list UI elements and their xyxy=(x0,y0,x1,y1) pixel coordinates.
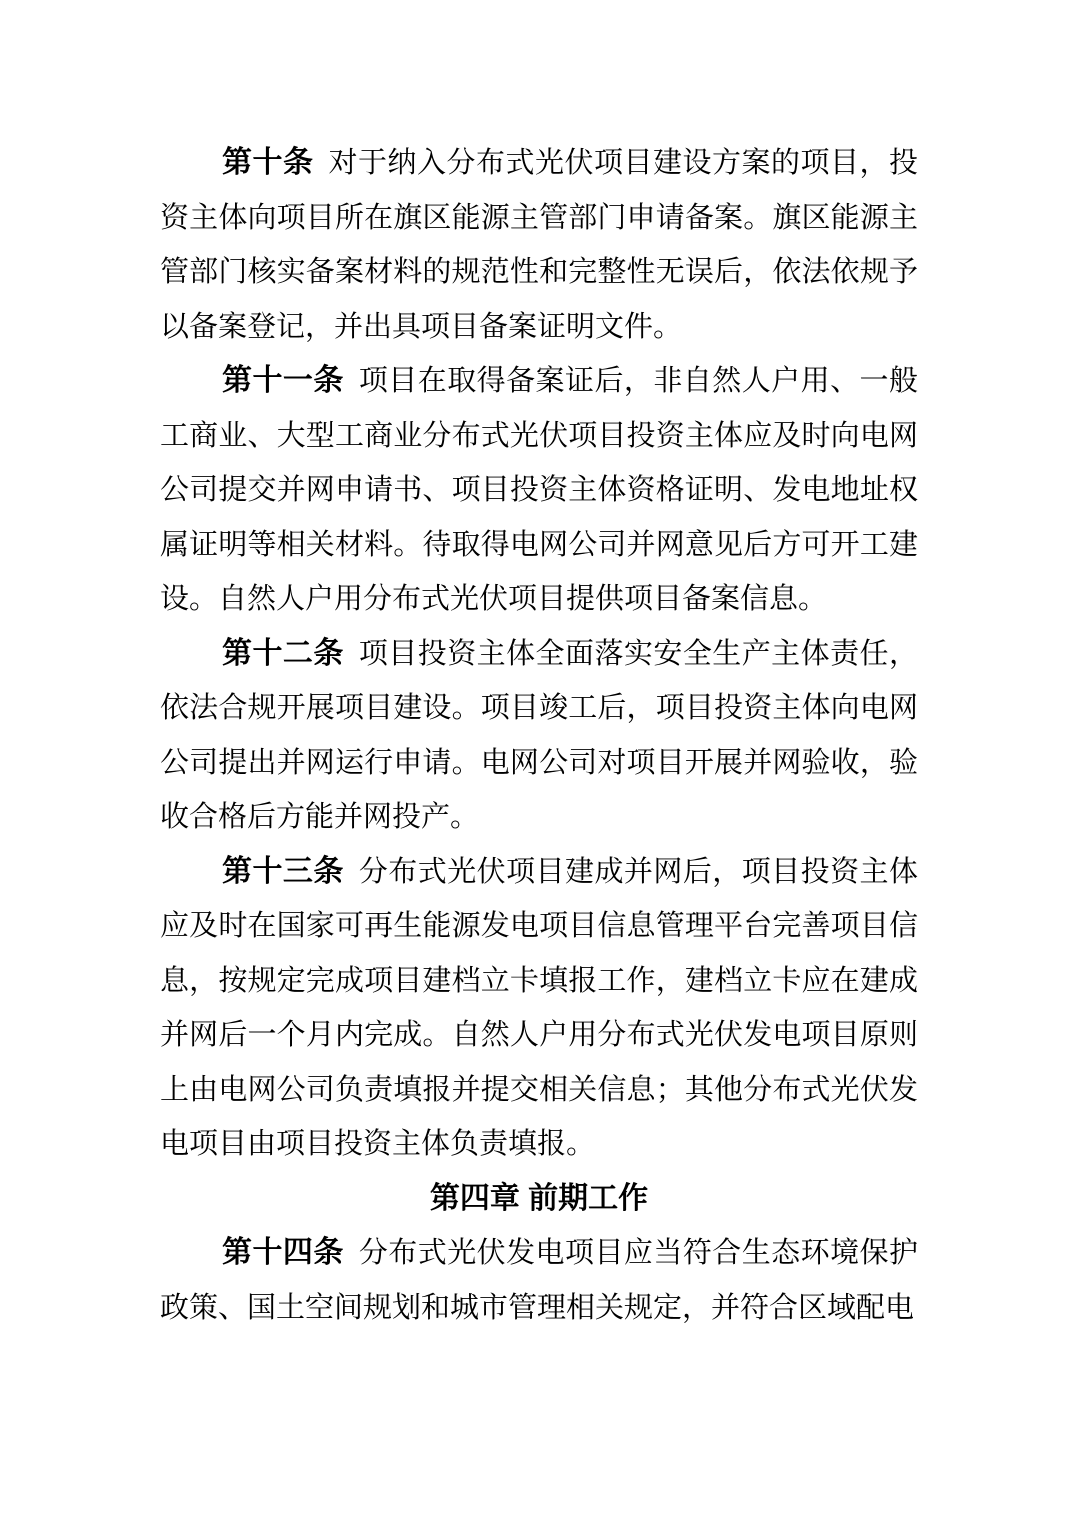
article-10-text: 对于纳入分布式光伏项目建设方案的项目，投资主体向项目所在旗区能源主管部门申请备案。旗区能源主管部门核实备案材料的规范性和完整性无误后，依法依规予以备案登记，并出具项目备案证明文件。 xyxy=(160,147,918,343)
article-12-paragraph xyxy=(160,627,918,845)
article-14-paragraph xyxy=(160,1226,918,1335)
article-13-text: 分布式光伏项目建成并网后，项目投资主体应及时在国家可再生能源发电项目信息管理平台完善项目信息，按规定完成项目建档立卡填报工作，建档立卡应在建成并网后一个月内完成。自然人户用分布式光伏发电项目原则上由电网公司负责填报并提交相关信息；其他分布式光伏发电项目由项目投资主体负责填报。 xyxy=(160,855,918,1160)
article-11-text: 项目在取得备案证后，非自然人户用、一般工商业、大型工商业分布式光伏项目投资主体应及时向电网公司提交并网申请书、项目投资主体资格证明、发电地址权属证明等相关材料。待取得电网公司并网意见后方可开工建设。自然人户用分布式光伏项目提供项目备案信息。 xyxy=(160,365,918,615)
article-13-paragraph xyxy=(160,845,918,1172)
article-10-number: 第十条 xyxy=(222,146,314,179)
document-text-block xyxy=(160,136,918,1335)
article-11-number: 第十一条 xyxy=(222,364,344,397)
article-12-text: 项目投资主体全面落实安全生产主体责任，依法合规开展项目建设。项目竣工后，项目投资主体向电网公司提出并网运行申请。电网公司对项目开展并网验收，验收合格后方能并网投产。 xyxy=(160,637,918,833)
article-14-number: 第十四条 xyxy=(222,1236,344,1269)
article-14-text: 分布式光伏发电项目应当符合生态环境保护政策、国土空间规划和城市管理相关规定，并符合区域配电 xyxy=(160,1237,918,1324)
article-13-number: 第十三条 xyxy=(222,854,344,888)
chapter-4-heading: 第四章 前期工作 xyxy=(429,1181,649,1215)
article-11-paragraph xyxy=(160,354,918,627)
article-10-paragraph xyxy=(160,136,918,354)
article-12-number: 第十二条 xyxy=(222,636,344,670)
